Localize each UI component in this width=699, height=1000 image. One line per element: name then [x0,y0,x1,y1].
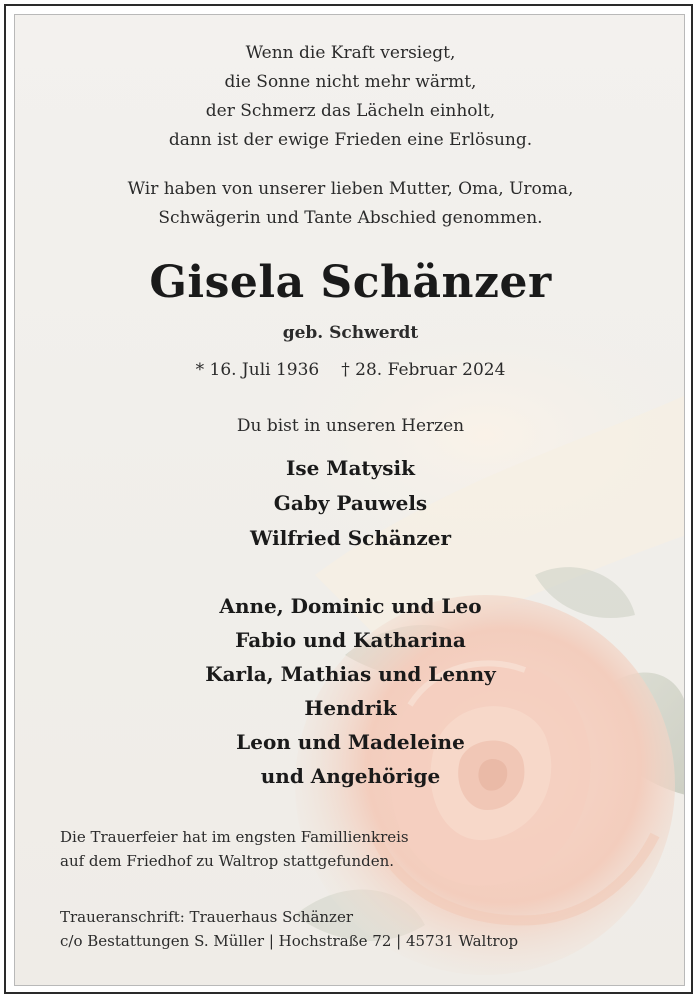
intro-line-1: Wir haben von unserer lieben Mutter, Oma, Uroma, [127,179,574,199]
notice-frame [14,14,685,986]
ceremony-line-1: Die Trauerfeier hat im engsten Famillienkreis [60,828,409,846]
poem-line-4: dann ist der ewige Frieden eine Erlösung. [168,130,533,150]
death-date: † 28. Februar 2024 [341,360,506,380]
family-member: Anne, Dominic und Leo [219,594,482,618]
birth-name: geb. Schwerdt [282,323,419,343]
poem-line-2: die Sonne nicht mehr wärmt, [224,72,477,92]
poem-line-3: der Schmerz das Lächeln einholt, [205,101,496,121]
family-member: Fabio und Katharina [235,628,466,652]
intro-line-2: Schwägerin und Tante Abschied genommen. [158,208,543,228]
family-member: Gaby Pauwels [273,491,428,515]
life-dates [15,360,685,380]
address-line-2: c/o Bestattungen S. Müller | Hochstraße 72 | 45731 Waltrop [60,932,519,950]
family-member: Leon und Madeleine [236,730,465,754]
family-member: Karla, Mathias und Lenny [205,662,496,686]
family-member: Hendrik [304,696,397,720]
poem-line-1: Wenn die Kraft versiegt, [245,43,456,63]
address-line-1: Traueranschrift: Trauerhaus Schänzer [60,908,354,926]
ceremony-line-2: auf dem Friedhof zu Waltrop stattgefunden. [60,852,395,870]
heart-line: Du bist in unseren Herzen [236,416,465,436]
deceased-name: Gisela Schänzer [149,257,552,308]
notice-content [15,15,685,986]
family-member: Ise Matysik [286,456,415,480]
family-member: Wilfried Schänzer [250,526,451,550]
birth-date: * 16. Juli 1936 [195,360,320,380]
family-member: und Angehörige [260,764,441,788]
